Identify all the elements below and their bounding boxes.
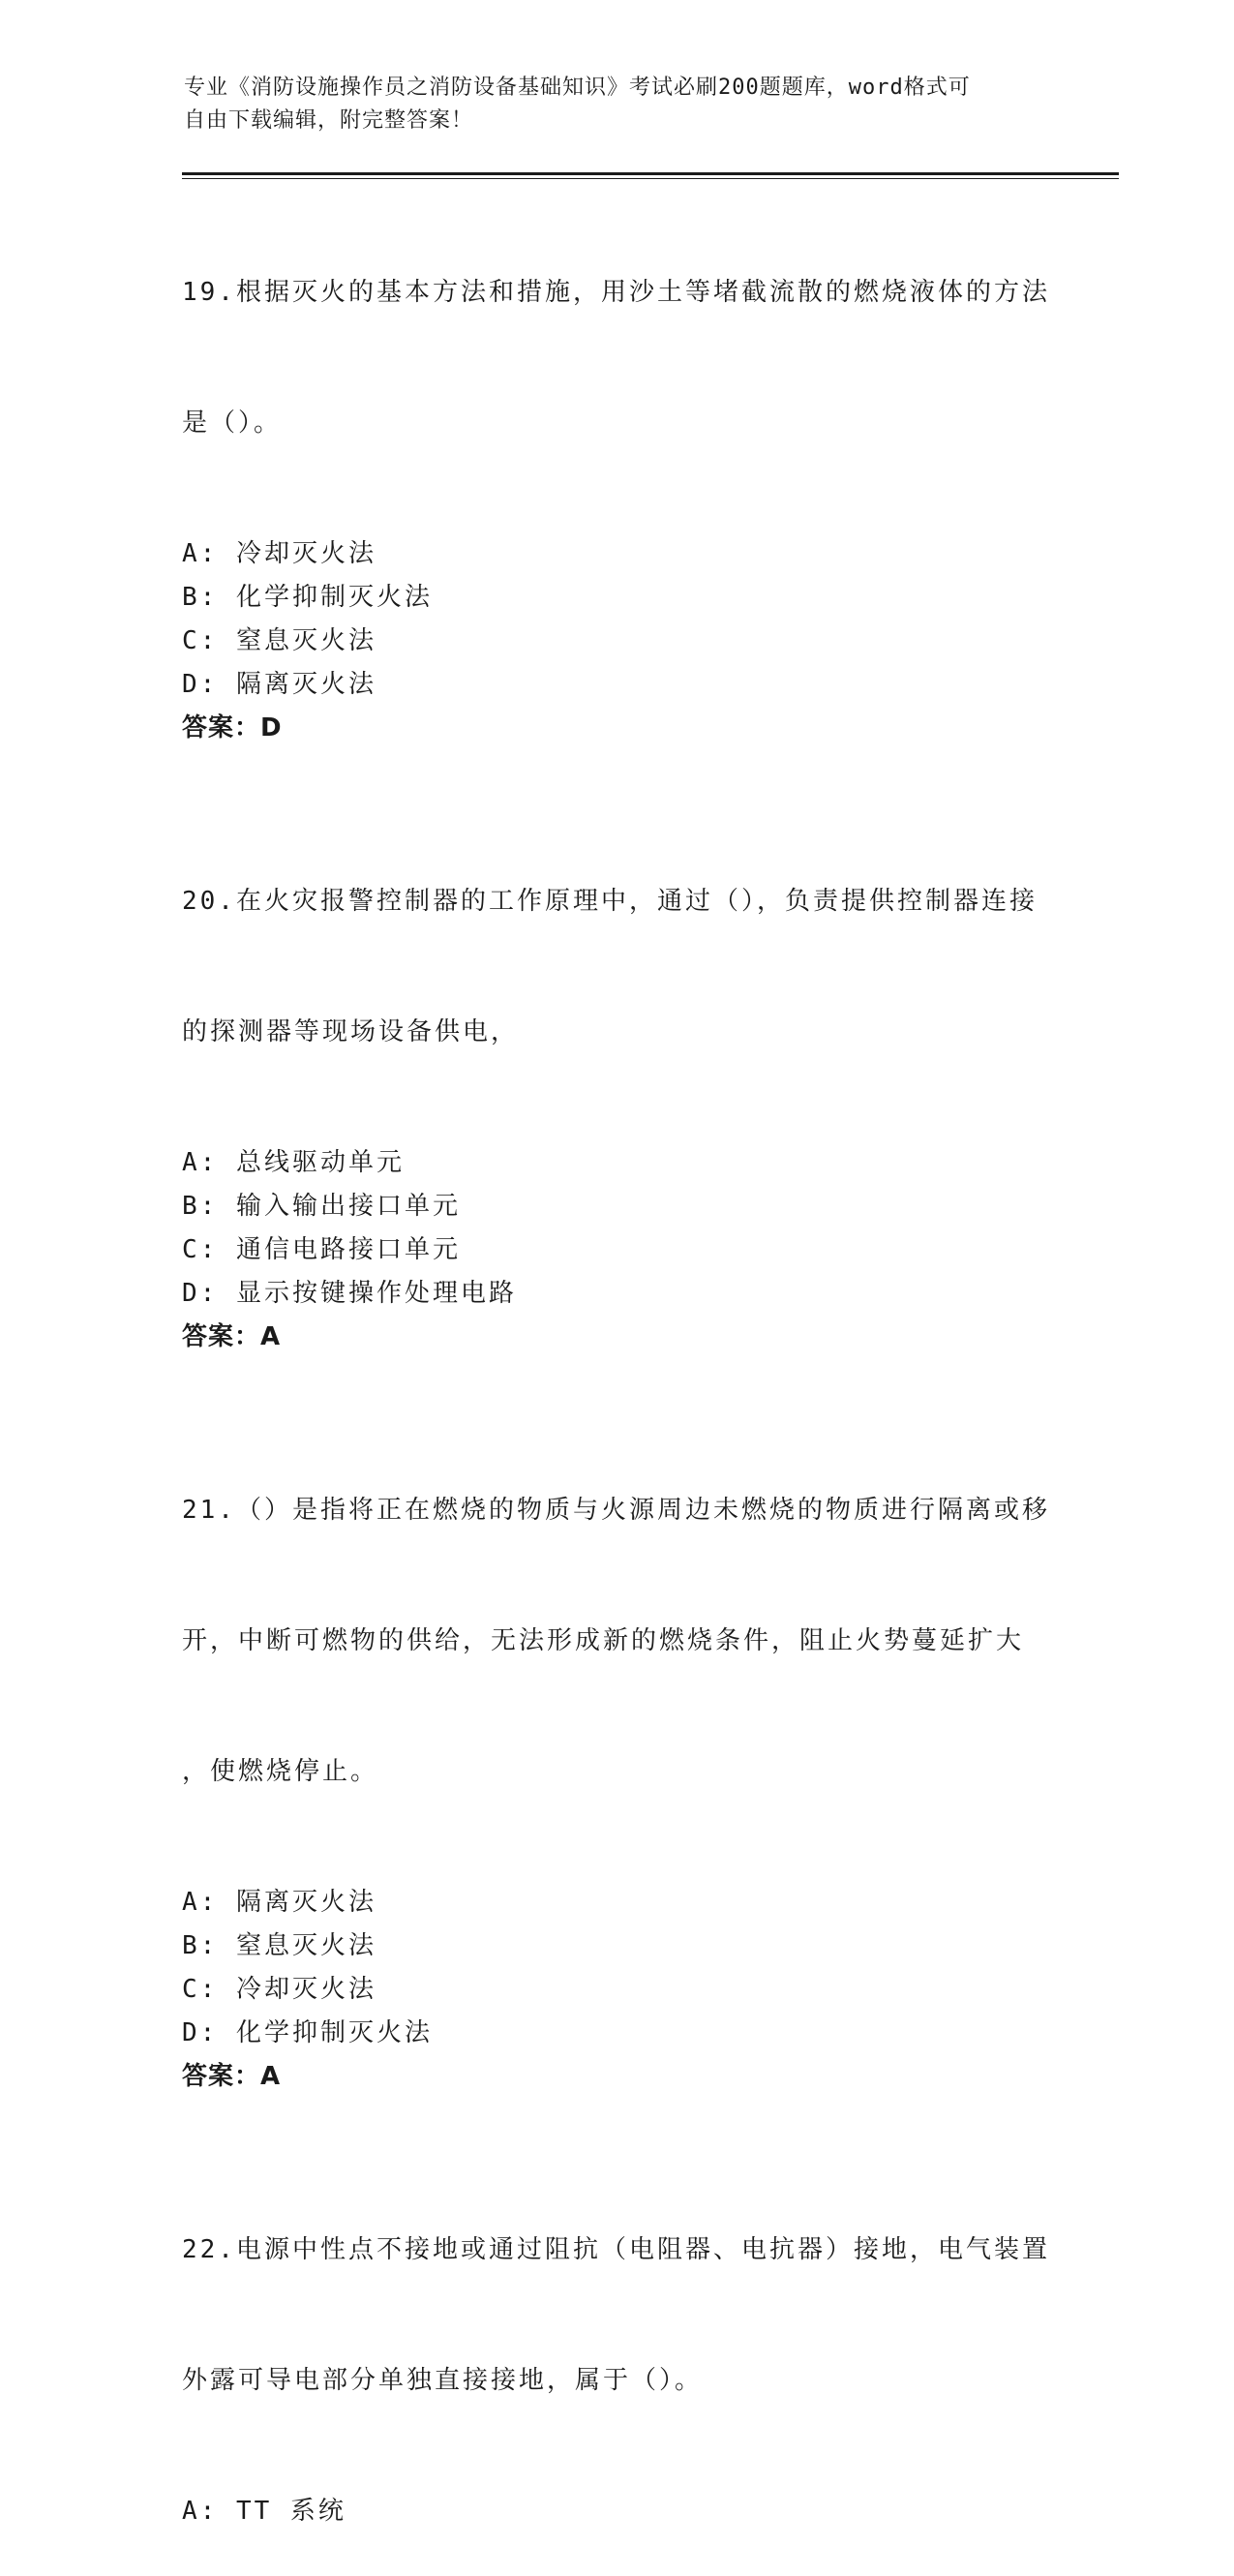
option-c: C: 冷却灭火法: [182, 1975, 376, 2004]
question-text-line: 开，中断可燃物的供给，无法形成新的燃烧条件，阻止火势蔓延扩大: [182, 1626, 1025, 1655]
option-d: D: 隔离灭火法: [182, 670, 376, 699]
option-a: A: 隔离灭火法: [182, 1888, 376, 1917]
question-text-line: 20.在火灾报警控制器的工作原理中，通过（），负责提供控制器连接: [182, 887, 1038, 916]
option-b: B: 化学抑制灭火法: [182, 583, 433, 612]
question-22: [182, 2141, 1053, 2533]
question-text-line: 22.电源中性点不接地或通过阻抗（电阻器、电抗器）接地，电气装置: [182, 2235, 1050, 2264]
header-divider-thick: [182, 172, 1119, 175]
option-c: C: 通信电路接口单元: [182, 1235, 461, 1264]
answer: 答案：A: [182, 1322, 282, 1351]
answer: 答案：A: [182, 2062, 282, 2091]
option-d: D: 显示按键操作处理电路: [182, 1279, 517, 1308]
question-text-line: ，使燃烧停止。: [182, 1757, 379, 1786]
header-line-2: 自由下载编辑，附完整答案！: [184, 108, 474, 133]
option-a: A: 总线驱动单元: [182, 1148, 405, 1177]
question-text-line: 的探测器等现场设备供电，: [182, 1017, 520, 1046]
question-20: [182, 793, 1053, 1359]
question-text-line: 外露可导电部分单独直接接地，属于（）。: [182, 2366, 704, 2395]
option-d: D: 化学抑制灭火法: [182, 2018, 433, 2047]
question-text: [182, 1402, 1053, 1881]
option-b: B: 输入输出接口单元: [182, 1192, 461, 1221]
question-text-line: 21.（）是指将正在燃烧的物质与火源周边未燃烧的物质进行隔离或移: [182, 1496, 1050, 1525]
question-21: [182, 1402, 1053, 2099]
question-list: [182, 184, 1053, 2576]
question-text: [182, 793, 1053, 1141]
question-text-line: 19.根据灭火的基本方法和措施，用沙土等堵截流散的燃烧液体的方法: [182, 278, 1050, 307]
option-a: A: TT 系统: [182, 2497, 346, 2526]
option-c: C: 窒息灭火法: [182, 626, 376, 655]
header-divider-thin: [182, 178, 1119, 179]
question-text: [182, 2141, 1053, 2490]
question-text: [182, 184, 1053, 532]
option-a: A: 冷却灭火法: [182, 539, 376, 568]
question-text-line: 是（）。: [182, 409, 283, 438]
header-line-1: 专业《消防设施操作员之消防设备基础知识》考试必刷200题题库，word格式可: [184, 76, 971, 100]
answer: 答案：D: [182, 713, 283, 742]
question-19: [182, 184, 1053, 750]
document-header: [184, 72, 1055, 137]
option-b: B: 窒息灭火法: [182, 1931, 376, 1960]
